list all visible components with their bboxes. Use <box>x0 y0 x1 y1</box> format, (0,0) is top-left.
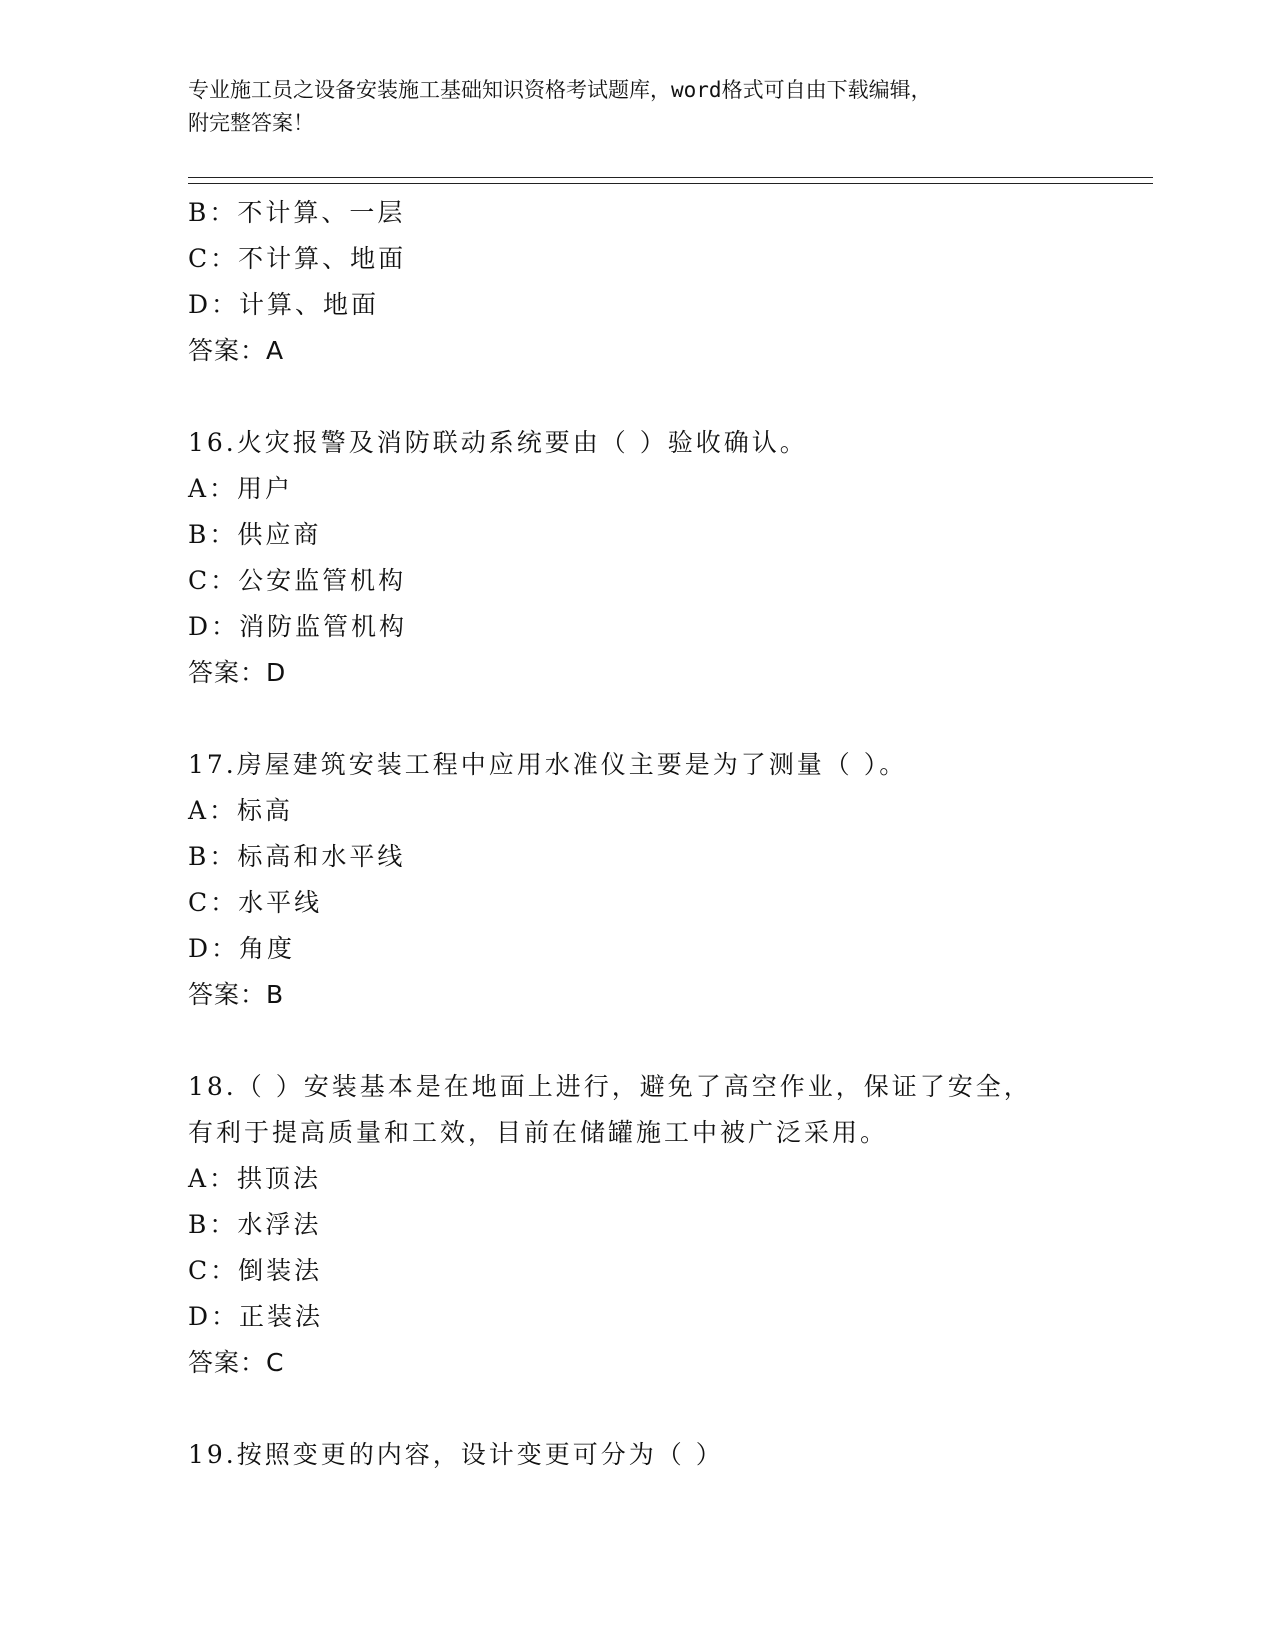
option-c: C：公安监管机构 <box>188 566 407 595</box>
option-a: A：标高 <box>188 796 294 825</box>
question-15 <box>188 190 1088 374</box>
option-b: B：供应商 <box>188 520 322 549</box>
question-19 <box>188 1432 1088 1478</box>
question-text-line-2: 有利于提高质量和工效，目前在储罐施工中被广泛采用。 <box>188 1118 889 1147</box>
option-b: B：水浮法 <box>188 1210 322 1239</box>
question-16 <box>188 420 1088 696</box>
option-a: A：拱顶法 <box>188 1164 322 1193</box>
option-c: C：倒装法 <box>188 1256 323 1285</box>
answer: 答案：C <box>188 1348 285 1377</box>
option-d: D：计算、地面 <box>188 290 380 319</box>
option-b: B：标高和水平线 <box>188 842 406 871</box>
option-a: A：用户 <box>188 474 294 503</box>
question-text: 19.按照变更的内容，设计变更可分为（ ） <box>188 1440 724 1469</box>
option-c: C：不计算、地面 <box>188 244 407 273</box>
question-18 <box>188 1064 1088 1386</box>
question-17 <box>188 742 1088 1018</box>
header-line-1: 专业施工员之设备安装施工基础知识资格考试题库，word格式可自由下载编辑， <box>188 78 932 102</box>
option-b: B：不计算、一层 <box>188 198 406 227</box>
question-text: 17.房屋建筑安装工程中应用水准仪主要是为了测量（ ）。 <box>188 750 908 779</box>
option-c: C：水平线 <box>188 888 323 917</box>
option-d: D：正装法 <box>188 1302 324 1331</box>
question-text-line-1: 18.（ ）安装基本是在地面上进行，避免了高空作业，保证了安全， <box>188 1072 1032 1101</box>
header-divider-top <box>188 177 1153 178</box>
answer: 答案：A <box>188 336 285 365</box>
question-text: 16.火灾报警及消防联动系统要由（ ）验收确认。 <box>188 428 808 457</box>
answer: 答案：D <box>188 658 287 687</box>
option-d: D：角度 <box>188 934 296 963</box>
option-d: D：消防监管机构 <box>188 612 408 641</box>
header-line-2: 附完整答案！ <box>188 111 314 135</box>
question-list <box>188 190 1088 1478</box>
document-header <box>188 74 1068 140</box>
header-divider-bottom <box>188 183 1153 184</box>
answer: 答案：B <box>188 980 285 1009</box>
